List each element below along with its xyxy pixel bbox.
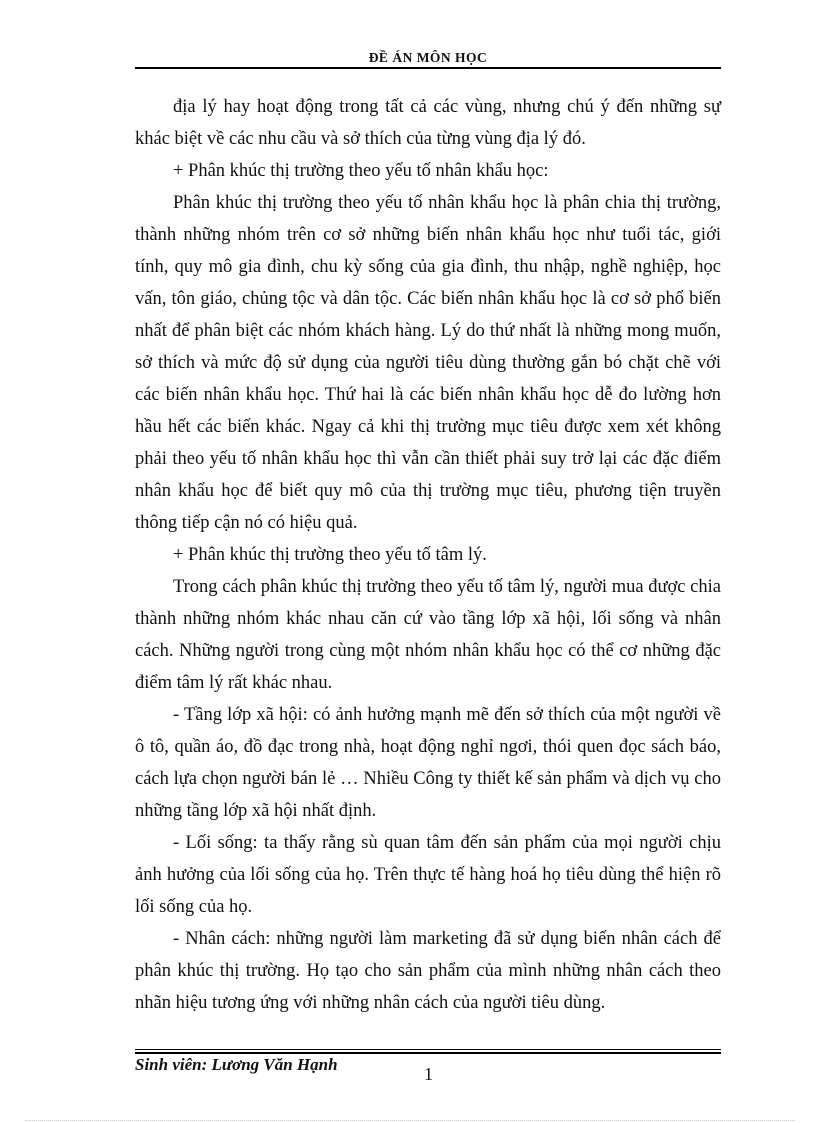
page-number: 1 (424, 1064, 433, 1084)
paragraph: Phân khúc thị trường theo yếu tố nhân khẩu học là phân chia thị trường, thành những nhóm trên cơ sở những biến nhân khẩu học như tuổi tác, giới tính, quy mô gia đình, chu kỳ sống của gia đình, thu nhập, nghề nghiệp, học vấn, tôn giáo, chủng tộc và dân tộc. Các biến nhân khẩu học là cơ sở phổ biến nhất để phân biệt các nhóm khách hàng. Lý do thứ nhất là những mong muốn, sở thích và mức độ sử dụng của người tiêu dùng thường gắn bó chặt chẽ với các biến nhân khẩu học. Thứ hai là các biến nhân khẩu học dễ đo lường hơn hầu hết các biến khác. Ngay cả khi thị trường mục tiêu được xem xét không phải theo yếu tố nhân khẩu học thì vẫn cần thiết phải suy trở lại các đặc điểm nhân khẩu học để biết quy mô của thị trường mục tiêu, phương tiện truyền thông tiếp cận nó có hiệu quả. (135, 193, 721, 533)
header-rule (135, 67, 721, 69)
list-item: - Lối sống: ta thấy rằng sù quan tâm đến sản phẩm của mọi người chịu ảnh hưởng của lối sống của họ. Trên thực tế hàng hoá họ tiêu dùng thể hiện rõ lối sống của họ. (135, 833, 721, 917)
paragraph: Trong cách phân khúc thị trường theo yếu tố tâm lý, người mua được chia thành những nhóm khác nhau căn cứ vào tầng lớp xã hội, lối sống và nhân cách. Những người trong cùng một nhóm nhân khẩu học có thể cơ những đặc điểm tâm lý rất khác nhau. (135, 577, 721, 693)
paragraph: địa lý hay hoạt động trong tất cả các vùng, nhưng chú ý đến những sự khác biệt về các nhu cầu và sở thích của từng vùng địa lý đó. (135, 97, 721, 149)
list-item: - Nhân cách: những người làm marketing đã sử dụng biến nhân cách để phân khúc thị trường. Họ tạo cho sản phẩm của mình những nhân cách theo nhãn hiệu tương ứng với những nhân cách của người tiêu dùng. (135, 929, 721, 1013)
page-edge-divider (25, 1120, 795, 1121)
list-item: - Tầng lớp xã hội: có ảnh hưởng mạnh mẽ đến sở thích của một người về ô tô, quần áo, đồ đạc trong nhà, hoạt động nghỉ ngơi, thói quen đọc sách báo, cách lựa chọn người bán lẻ … Nhiều Công ty thiết kế sản phẩm và dịch vụ cho những tầng lớp xã hội nhất định. (135, 705, 721, 821)
section-heading: + Phân khúc thị trường theo yếu tố nhân khẩu học: (173, 161, 549, 181)
document-body (135, 91, 721, 1019)
footer-rule (135, 1049, 721, 1050)
footer-rule-thick (135, 1052, 721, 1054)
footer-student-name: Sinh viên: Lương Văn Hạnh (135, 1055, 338, 1074)
page-header-title: ĐỀ ÁN MÔN HỌC (368, 50, 488, 65)
section-heading: + Phân khúc thị trường theo yếu tố tâm lý. (173, 545, 487, 565)
